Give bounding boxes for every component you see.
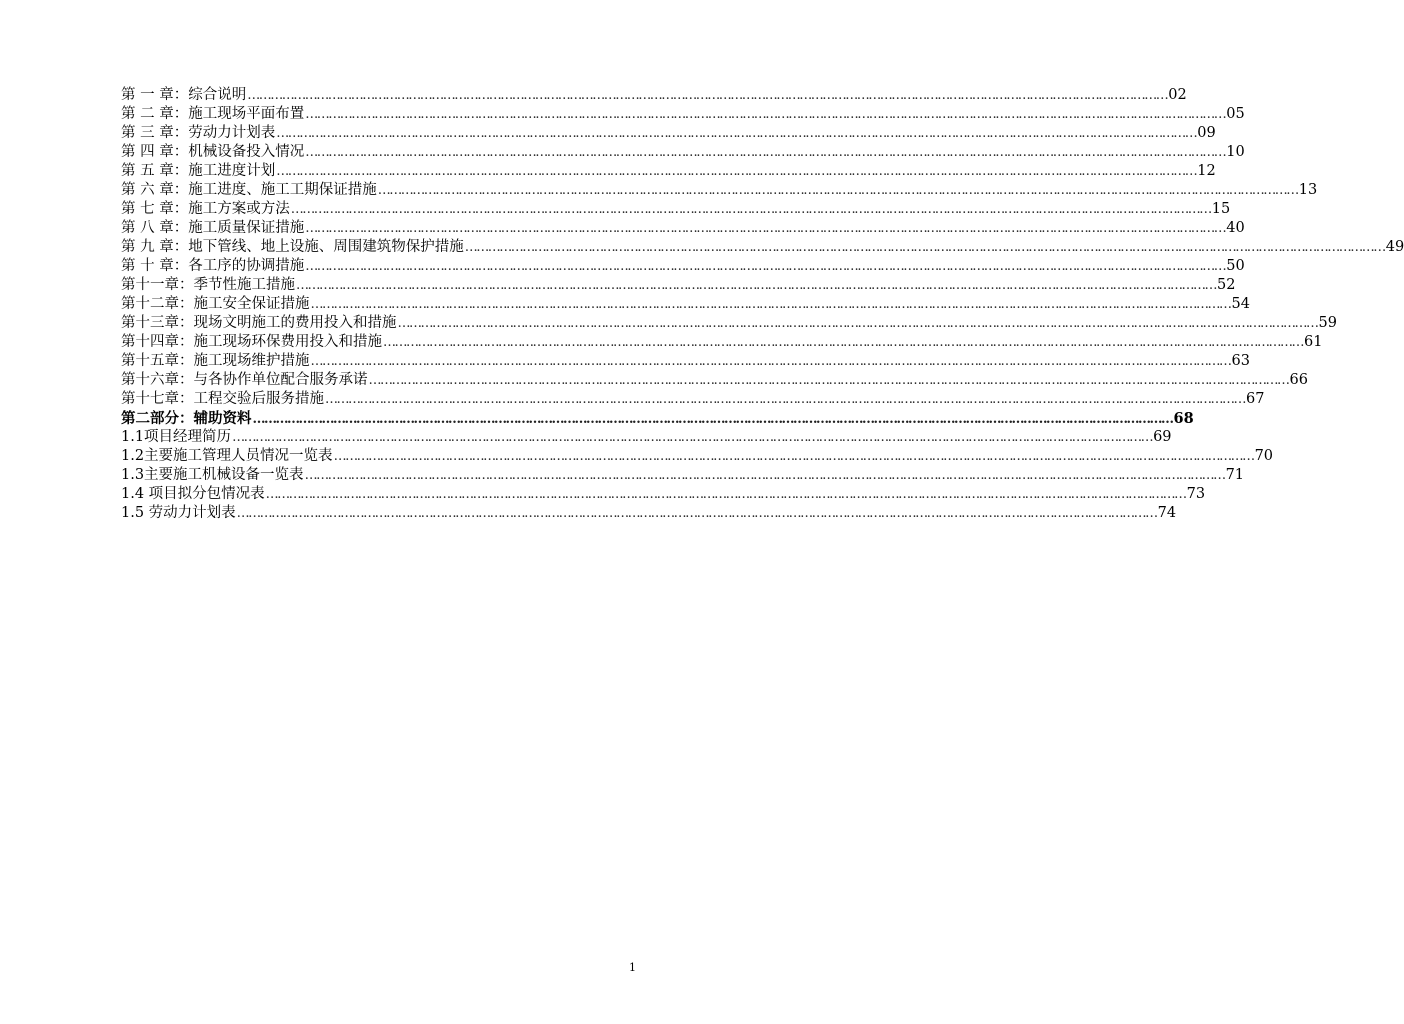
toc-entry[interactable]: [121, 314, 1337, 333]
toc-entry[interactable]: [121, 409, 1194, 428]
toc-entry-page: 71: [1225, 467, 1245, 483]
toc-leader-dots: ……………………………………………………………………………………………………………………………………………………………………………………………………………………: [276, 126, 1197, 141]
toc-entry-page: 63: [1231, 353, 1250, 369]
toc-entry-label: 第十一章：季节性施工措施: [121, 277, 295, 293]
toc-leader-dots: ……………………………………………………………………………………………………………………………………………………………………………………………………………………: [290, 202, 1211, 217]
toc-entry-label: 第 五 章：施工进度计划: [121, 163, 276, 179]
toc-leader-dots: ……………………………………………………………………………………………………………………………………………………………………………………………………………………: [252, 412, 1173, 427]
toc-leader-dots: ……………………………………………………………………………………………………………………………………………………………………………………………………………………: [236, 506, 1157, 521]
toc-entry-page: 68: [1173, 410, 1194, 427]
toc-entry[interactable]: [121, 257, 1245, 276]
toc-leader-dots: ……………………………………………………………………………………………………………………………………………………………………………………………………………………: [310, 354, 1231, 369]
toc-leader-dots: ……………………………………………………………………………………………………………………………………………………………………………………………………………………: [276, 164, 1197, 179]
toc-leader-dots: ……………………………………………………………………………………………………………………………………………………………………………………………………………………: [305, 259, 1226, 274]
toc-entry-label: 第 三 章：劳动力计划表: [121, 125, 276, 141]
toc-entry-label: 第 八 章：施工质量保证措施: [121, 220, 305, 236]
toc-entry[interactable]: [121, 447, 1274, 466]
toc-entry-page: 05: [1226, 106, 1245, 122]
toc-entry-label: 第 二 章：施工现场平面布置: [121, 106, 305, 122]
toc-entry[interactable]: [121, 181, 1318, 200]
toc-entry[interactable]: [121, 276, 1236, 295]
toc-entry[interactable]: [121, 504, 1177, 523]
toc-entry[interactable]: [121, 428, 1172, 447]
toc-entry[interactable]: [121, 466, 1245, 485]
toc-entry-label: 第 十 章：各工序的协调措施: [121, 258, 305, 274]
toc-entry[interactable]: [121, 105, 1245, 124]
table-of-contents: [121, 86, 1404, 523]
toc-entry-page: 12: [1197, 163, 1216, 179]
toc-entry-label: 1.3主要施工机械设备一览表: [121, 467, 304, 483]
toc-entry-label: 1.1项目经理简历: [121, 429, 232, 445]
toc-entry-page: 40: [1226, 220, 1245, 236]
toc-entry-label: 第 一 章：综合说明: [121, 87, 247, 103]
toc-entry-label: 第 九 章：地下管线、地上设施、周围建筑物保护措施: [121, 239, 464, 255]
toc-leader-dots: ……………………………………………………………………………………………………………………………………………………………………………………………………………………: [304, 468, 1225, 483]
toc-entry-page: 69: [1153, 429, 1172, 445]
toc-entry-label: 1.4 项目拟分包情况表: [121, 486, 265, 502]
toc-entry[interactable]: [121, 86, 1187, 105]
toc-entry-label: 第十五章：施工现场维护措施: [121, 353, 310, 369]
toc-leader-dots: ……………………………………………………………………………………………………………………………………………………………………………………………………………………: [310, 297, 1231, 312]
toc-leader-dots: ……………………………………………………………………………………………………………………………………………………………………………………………………………………: [296, 278, 1216, 293]
toc-leader-dots: ……………………………………………………………………………………………………………………………………………………………………………………………………………………: [232, 430, 1153, 445]
toc-entry-page: 15: [1211, 201, 1231, 217]
toc-entry-page: 54: [1231, 296, 1250, 312]
toc-entry-page: 66: [1289, 372, 1308, 388]
toc-entry[interactable]: [121, 371, 1308, 390]
toc-entry[interactable]: [121, 238, 1404, 257]
toc-entry-label: 第二部分：辅助资料: [121, 410, 252, 427]
toc-entry-page: 02: [1168, 87, 1187, 103]
toc-leader-dots: ……………………………………………………………………………………………………………………………………………………………………………………………………………………: [333, 449, 1254, 464]
toc-entry[interactable]: [121, 352, 1250, 371]
toc-entry-page: 50: [1226, 258, 1245, 274]
page-number: 1: [629, 961, 636, 974]
toc-entry-label: 第十六章：与各协作单位配合服务承诺: [121, 372, 368, 388]
toc-entry-page: 73: [1186, 486, 1206, 502]
toc-entry[interactable]: [121, 162, 1216, 181]
toc-entry-label: 1.2主要施工管理人员情况一览表: [121, 448, 333, 464]
toc-entry-page: 70: [1254, 448, 1274, 464]
toc-entry-page: 59: [1318, 315, 1337, 331]
toc-leader-dots: ……………………………………………………………………………………………………………………………………………………………………………………………………………………: [377, 183, 1298, 198]
toc-entry-label: 第十三章：现场文明施工的费用投入和措施: [121, 315, 397, 331]
toc-entry-page: 61: [1304, 334, 1323, 350]
toc-entry-page: 67: [1246, 391, 1265, 407]
toc-entry[interactable]: [121, 219, 1245, 238]
toc-leader-dots: ……………………………………………………………………………………………………………………………………………………………………………………………………………………: [305, 107, 1226, 122]
toc-leader-dots: ……………………………………………………………………………………………………………………………………………………………………………………………………………………: [305, 221, 1226, 236]
toc-entry[interactable]: [121, 390, 1265, 409]
toc-entry[interactable]: [121, 333, 1323, 352]
toc-entry[interactable]: [121, 485, 1206, 504]
toc-leader-dots: ……………………………………………………………………………………………………………………………………………………………………………………………………………………: [383, 335, 1303, 350]
toc-entry-page: 10: [1226, 144, 1245, 160]
toc-entry[interactable]: [121, 143, 1245, 162]
toc-entry[interactable]: [121, 124, 1216, 143]
toc-entry-page: 49: [1385, 239, 1404, 255]
toc-entry-page: 13: [1298, 182, 1318, 198]
toc-entry-label: 第十二章：施工安全保证措施: [121, 296, 310, 312]
toc-leader-dots: ……………………………………………………………………………………………………………………………………………………………………………………………………………………: [368, 373, 1289, 388]
toc-leader-dots: ……………………………………………………………………………………………………………………………………………………………………………………………………………………: [247, 88, 1168, 103]
toc-entry-page: 09: [1197, 125, 1216, 141]
toc-entry-label: 第 四 章：机械设备投入情况: [121, 144, 305, 160]
toc-entry[interactable]: [121, 200, 1231, 219]
toc-leader-dots: ……………………………………………………………………………………………………………………………………………………………………………………………………………………: [325, 392, 1245, 407]
toc-leader-dots: ……………………………………………………………………………………………………………………………………………………………………………………………………………………: [265, 487, 1186, 502]
toc-entry-label: 1.5 劳动力计划表: [121, 505, 236, 521]
toc-entry-label: 第十四章：施工现场环保费用投入和措施: [121, 334, 382, 350]
toc-entry[interactable]: [121, 295, 1250, 314]
toc-entry-label: 第 六 章：施工进度、施工工期保证措施: [121, 182, 377, 198]
toc-leader-dots: ……………………………………………………………………………………………………………………………………………………………………………………………………………………: [305, 145, 1226, 160]
toc-entry-page: 52: [1217, 277, 1236, 293]
toc-leader-dots: ……………………………………………………………………………………………………………………………………………………………………………………………………………………: [397, 316, 1318, 331]
toc-leader-dots: ……………………………………………………………………………………………………………………………………………………………………………………………………………………: [464, 240, 1385, 255]
toc-entry-label: 第十七章：工程交验后服务措施: [121, 391, 324, 407]
toc-entry-page: 74: [1157, 505, 1177, 521]
toc-entry-label: 第 七 章：施工方案或方法: [121, 201, 290, 217]
